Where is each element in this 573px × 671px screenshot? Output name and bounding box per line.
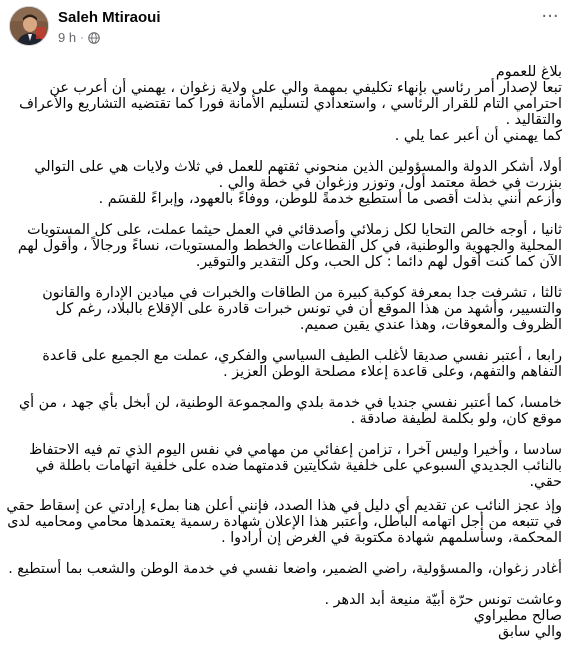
author-name[interactable]: Saleh Mtiraoui	[58, 9, 161, 26]
post-paragraph: وأزعم أنني بذلت أقصى ما أستطيع خدمةً للوطن، ووفاءً بالعهود، وإبراءً للقسَم .	[98, 191, 562, 207]
signature-name: صالح مطيراوي	[473, 608, 562, 624]
post-paragraph: ثانيا ، أوجه خالص التحايا لكل زملائي وأصدقائي في العمل حيثما عملت، على كل المستويات المحلية والجهوية والوطنية، في كل القطاعات والخطط والمستويات، نساءً ورجالاً ، وأقول لهم الآن كما كنت أقول لهم دائما : كل الحب، وكل التقدير والتوقير.	[17, 222, 562, 270]
post-meta	[58, 30, 100, 45]
post-paragraph: ثالثا ، تشرفت جدا بمعرفة كوكبة كبيرة من الطاقات والخبرات في ميادين الإدارة والقانون والتسيير، وأشهد من هذا الموقع أن في تونس خبرات قادرة على الإقلاع بالبلاد، رغم كل الظروف والمعوقات، وهذا عندي يقين صميم.	[42, 285, 562, 333]
author-avatar[interactable]	[9, 6, 49, 46]
avatar-image	[10, 7, 49, 46]
post-paragraph: وإذ عجز النائب عن تقديم أي دليل في هذا الصدد، فإنني أعلن هنا بملء إرادتي عن إسقاط حقي في تتبعه من أجل اتهامه الباطل، وأعتبر هذا الإعلان شهادة رسمية يعتمدها محامي ومحاميه لدى المحكمة، وسأسلمهم شهادة مكتوبة في الغرض إن أرادوا .	[6, 498, 562, 546]
signature-title: والي سابق	[498, 624, 562, 640]
post-paragraph: رابعا ، أعتبر نفسي صديقا لأغلب الطيف السياسي والفكري، عملت مع الجميع على قاعدة التفاهم والتفهم، وعلى قاعدة إعلاء مصلحة الوطن العزيز .	[42, 348, 562, 380]
meta-separator: ·	[80, 31, 84, 44]
post-time[interactable]: 9 h	[58, 30, 77, 45]
post-paragraph: بلاغ للعموم	[495, 64, 562, 80]
post-paragraph: سادسا ، وأخيرا وليس آخرا ، تزامن إعفائي من مهامي في نفس اليوم الذي تم فيه الاحتفاظ بالنائب الجديدي السبوعي على خلفية شكايتين قدمتهما ضده على خلفية اتهامات باطلة في حقي.	[29, 442, 562, 490]
post-paragraph: وعاشت تونس حرّة أبيّة منيعة أبد الدهر .	[324, 592, 562, 608]
post-paragraph: أغادر زغوان، والمسؤولية، راضي الضمير، واضعا نفسي في خدمة الوطن والشعب بما أستطيع .	[8, 561, 562, 577]
more-options-icon[interactable]: ···	[541, 6, 559, 27]
post-paragraph: كما يهمني أن أعبر عما يلي .	[394, 128, 562, 144]
post-header	[0, 0, 573, 56]
post-paragraph: خامسا، كما أعتبر نفسي جنديا في خدمة بلدي والمجموعة الوطنية، لن أبخل بأي جهد ، من أي موقع كان، ولو بكلمة لطيفة صادقة .	[18, 395, 562, 427]
post-paragraph: تبعا لإصدار أمر رئاسي بإنهاء تكليفي بمهمة والي على ولاية زغوان ، يهمني أن أعرب عن احترامي التام للقرار الرئاسي ، واستعدادي لتسليم الأمانة فورا كما تقتضيه التشاريع والأعراف والتقاليد .	[19, 80, 562, 128]
post-paragraph: أولا، أشكر الدولة والمسؤولين الذين منحوني ثقتهم للعمل في ثلاث ولايات هي على التوالي بنزرت في خطة معتمد أول، وتوزر وزغوان في خطة والي .	[34, 159, 562, 191]
globe-icon	[88, 32, 100, 44]
post-body	[6, 56, 562, 640]
